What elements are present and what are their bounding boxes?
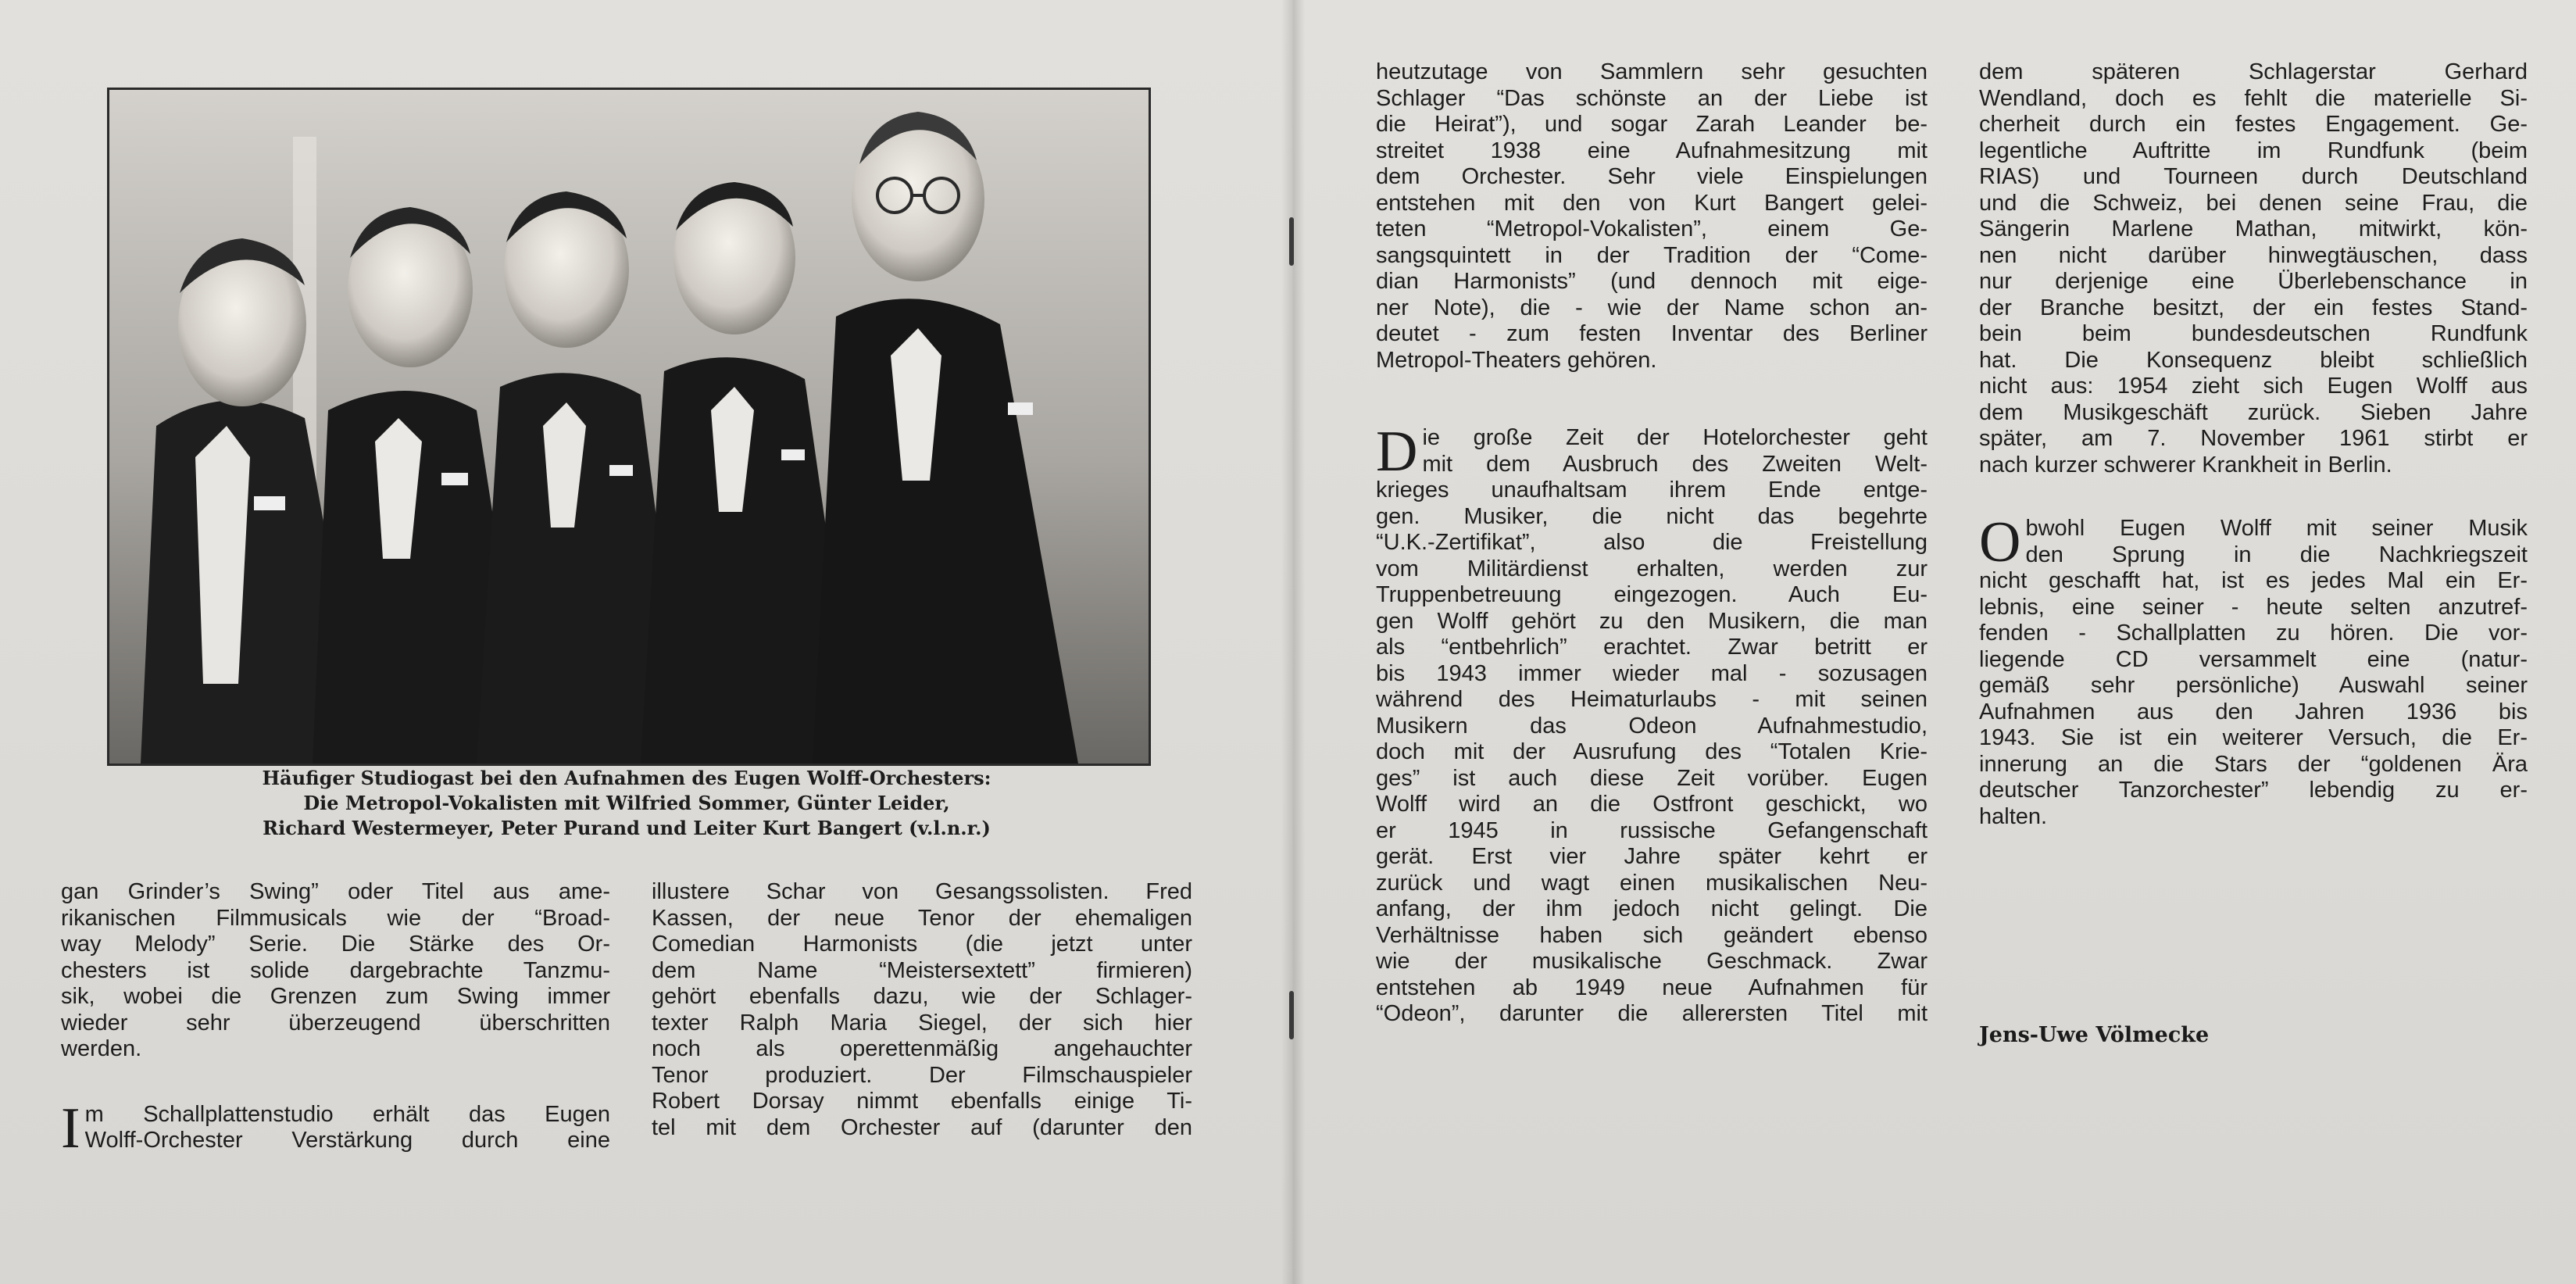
text-line: m Schallplattenstudio erhält das Eugen [84, 1101, 610, 1127]
text-line: nen nicht darüber hinwegtäuschen, dass [1979, 242, 2528, 268]
text-line: Wolff-Orchester Verstärkung durch eine [84, 1128, 610, 1153]
left-column-1 [61, 879, 610, 1161]
text-line: nur derjenige eine Überlebenschance in [1979, 269, 2528, 294]
text-line: Aufnahmen aus den Jahren 1936 bis [1979, 699, 2528, 724]
text-line: Kassen, der neue Tenor der ehemaligen [652, 905, 1192, 931]
text-line: streitet 1938 eine Aufnahmesitzung mit [1376, 138, 1928, 163]
text-line: “U.K.-Zertifikat”, also die Freistellung [1376, 530, 1928, 555]
text-line: Comedian Harmonists (die jetzt unter [652, 932, 1192, 957]
text-line: hat. Die Konsequenz bleibt schließlich [1979, 347, 2528, 373]
text-line: entstehen ab 1949 neue Aufnahmen für [1376, 975, 1928, 1000]
text-line: zurück und wagt einen musikalischen Neu- [1376, 870, 1928, 896]
text-line: innerung an die Stars der “goldenen Ära [1979, 751, 2528, 777]
text-line: krieges unaufhaltsam ihrem Ende entge- [1376, 477, 1928, 503]
text-line: gen. Musiker, die nicht das begehrte [1376, 503, 1928, 529]
text-line: Schlager “Das schönste an der Liebe ist [1376, 85, 1928, 111]
text-line: sik, wobei die Grenzen zum Swing immer [61, 984, 610, 1009]
text-line: deutscher Tanzorchester” lebendig zu er- [1979, 778, 2528, 803]
text-line: gerät. Erst vier Jahre später kehrt er [1376, 844, 1928, 869]
text-line: “Odeon”, darunter die allerersten Titel mit [1376, 1001, 1928, 1026]
text-line: deutet - zum festen Inventar des Berliner [1376, 321, 1928, 346]
text-line: als “entbehrlich” erachtet. Zwar betritt er [1376, 635, 1928, 660]
text-line: den Sprung in die Nachkriegszeit [2025, 542, 2528, 567]
booklet-spine [1281, 0, 1305, 1284]
text-line: und die Schweiz, bei denen seine Frau, die [1979, 190, 2528, 216]
text-line: ner Note), die - wie der Name schon an- [1376, 295, 1928, 320]
text-line: ges” ist auch diese Zeit vorüber. Eugen [1376, 765, 1928, 791]
text-line: anfang, der ihm jedoch nicht gelingt. Die [1376, 896, 1928, 921]
paragraph-with-dropcap [1376, 420, 1928, 1028]
text-line: dian Harmonists” (und dennoch mit eige- [1376, 269, 1928, 294]
text-line: dem Orchester. Sehr viele Einspielungen [1376, 164, 1928, 189]
text-line: vom Militärdienst erhalten, werden zur [1376, 556, 1928, 581]
right-column-1 [1376, 59, 1928, 1028]
text-line: doch mit der Ausrufung des “Totalen Krie- [1376, 739, 1928, 764]
text-line: Verhältnisse haben sich geändert ebenso [1376, 922, 1928, 948]
text-line: bein beim bundesdeutschen Rundfunk [1979, 321, 2528, 346]
text-line: tel mit dem Orchester auf (darunter den [652, 1114, 1192, 1140]
photo-image [109, 90, 1149, 764]
group-photo [107, 88, 1151, 766]
text-line: fenden - Schallplatten zu hören. Die vor- [1979, 621, 2528, 646]
text-line: dem Musikgeschäft zurück. Sieben Jahre [1979, 399, 2528, 425]
text-line: noch als operettenmäßig angehauchter [652, 1036, 1192, 1061]
text-line: wieder sehr überzeugend überschritten [61, 1010, 610, 1035]
text-line: der Branche besitzt, der ein festes Stand- [1979, 295, 2528, 320]
text-line: 1943. Sie ist ein weiterer Versuch, die Er- [1979, 725, 2528, 750]
text-line: RIAS) und Tourneen durch Deutschland [1979, 164, 2528, 189]
text-line: gehört ebenfalls dazu, wie der Schlager- [652, 984, 1192, 1009]
text-line: rikanischen Filmmusicals wie der “Broad- [61, 905, 610, 931]
staple-mark-bottom [1289, 991, 1294, 1039]
text-line: teten “Metropol-Vokalisten”, einem Ge- [1376, 216, 1928, 241]
text-line: Sängerin Marlene Mathan, mitwirkt, kön- [1979, 216, 2528, 241]
drop-cap: O [1979, 510, 2021, 574]
text-line: Musikern das Odeon Aufnahmestudio, [1376, 713, 1928, 739]
caption-line: Die Metropol-Vokalisten mit Wilfried Sommer, Günter Leider, [303, 792, 950, 814]
text-line: dem Name “Meistersextett” firmieren) [652, 957, 1192, 983]
text-line: sangsquintett in der Tradition der “Come- [1376, 242, 1928, 268]
text-line: Wolff wird an die Ostfront geschickt, wo [1376, 792, 1928, 817]
text-line: nicht geschafft hat, ist es jedes Mal ein Er- [1979, 568, 2528, 593]
text-line: Robert Dorsay nimmt ebenfalls einige Ti- [652, 1089, 1192, 1114]
text-line: legentliche Auftritte im Rundfunk (beim [1979, 138, 2528, 163]
text-line: während des Heimaturlaubs - mit seinen [1376, 687, 1928, 712]
text-line: gen Wolff gehört zu den Musikern, die man [1376, 608, 1928, 634]
text-line: er 1945 in russische Gefangenschaft [1376, 817, 1928, 843]
text-line: ie große Zeit der Hotelorchester geht [1422, 425, 1928, 450]
text-line: mit dem Ausbruch des Zweiten Welt- [1422, 451, 1928, 477]
caption-line: Richard Westermeyer, Peter Purand und Leiter Kurt Bangert (v.l.n.r.) [263, 817, 991, 839]
text-line: liegende CD versammelt eine (natur- [1979, 646, 2528, 672]
text-line: bwohl Eugen Wolff mit seiner Musik [2025, 516, 2528, 541]
paragraph-with-dropcap [61, 1096, 610, 1161]
paragraph-with-dropcap [1979, 510, 2528, 830]
text-line: cherheit durch ein festes Engagement. Ge- [1979, 112, 2528, 137]
text-line: gan Grinder’s Swing” oder Titel aus ame- [61, 879, 610, 904]
text-line: heutzutage von Sammlern sehr gesuchten [1376, 59, 1928, 84]
text-line: Metropol-Theaters gehören. [1376, 347, 1657, 373]
left-column-2 [652, 879, 1192, 1141]
text-line: werden. [61, 1036, 142, 1061]
text-line: chesters ist solide dargebrachte Tanzmu- [61, 957, 610, 983]
text-line: die Heirat”), und sogar Zarah Leander be- [1376, 112, 1928, 137]
author-signature: Jens-Uwe Völmecke [1979, 1023, 2210, 1047]
text-line: wie der musikalische Geschmack. Zwar [1376, 949, 1928, 974]
photo-caption [107, 766, 1146, 841]
text-line: später, am 7. November 1961 stirbt er [1979, 426, 2528, 451]
text-line: bis 1943 immer wieder mal - sozusagen [1376, 660, 1928, 686]
text-line: texter Ralph Maria Siegel, der sich hier [652, 1010, 1192, 1035]
text-line: entstehen mit den von Kurt Bangert gelei- [1376, 190, 1928, 216]
text-line: gemäß sehr persönliche) Auswahl seiner [1979, 673, 2528, 698]
text-line: illustere Schar von Gesangssolisten. Fred [652, 879, 1192, 904]
staple-mark-top [1289, 217, 1294, 266]
drop-cap: I [61, 1096, 80, 1161]
text-line: halten. [1979, 803, 2048, 829]
text-line: way Melody” Serie. Die Stärke des Or- [61, 932, 610, 957]
drop-cap: D [1376, 420, 1418, 484]
text-line: nach kurzer schwerer Krankheit in Berlin. [1979, 452, 2392, 477]
right-column-2 [1979, 59, 2528, 830]
text-line: Tenor produziert. Der Filmschauspieler [652, 1062, 1192, 1088]
text-line: lebnis, eine seiner - heute selten anzutref- [1979, 594, 2528, 620]
text-line: nicht aus: 1954 zieht sich Eugen Wolff aus [1979, 374, 2528, 399]
text-line: Truppenbetreuung eingezogen. Auch Eu- [1376, 582, 1928, 607]
text-line: dem späteren Schlagerstar Gerhard [1979, 59, 2528, 84]
caption-line: Häufiger Studiogast bei den Aufnahmen des Eugen Wolff-Orchesters: [262, 767, 991, 789]
text-line: Wendland, doch es fehlt die materielle Si- [1979, 85, 2528, 111]
